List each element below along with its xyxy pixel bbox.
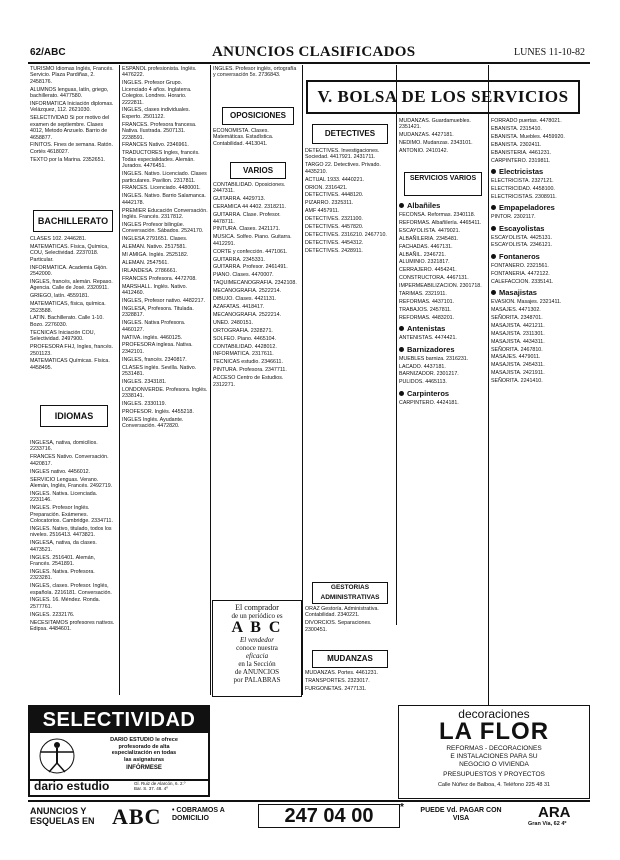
promo-line: por PALABRAS [233, 676, 281, 684]
section-oposiciones: OPOSICIONES [222, 107, 294, 125]
la-flor-address: Calle Núñez de Balboa, 4. Teléfono 225 48 31 [437, 782, 551, 788]
ad-text: ESPANOL profesionista. Inglés. 4476222. [122, 66, 197, 79]
section-servicios-varios [404, 172, 482, 196]
subsection-label: Carpinteros [407, 388, 450, 398]
footer-cobramos: • COBRAMOS A DOMICILIO [172, 807, 225, 822]
la-flor-line: REFORMAS - DECORACIONES [446, 745, 542, 752]
ad-text: IMPERMEABILIZACION. 2301718. [399, 283, 482, 290]
footer-ara-logo: ARA [538, 804, 571, 821]
selectividad-copy [84, 737, 204, 772]
ad-text: TEXTO por la Marina. 2352651. [30, 156, 105, 163]
ad-text: MASAJISTA. 2454311. [491, 362, 545, 369]
ad-text: ANTENISTAS. 4474421. [399, 335, 457, 342]
ad-text: INGLES, francés, alemán. Repaso. Agencia. Calle de José. 2320911. [30, 278, 113, 292]
footer-rule [28, 800, 590, 802]
abc-promo-ad [212, 600, 302, 697]
selectividad-informese: INFÓRMESE [126, 765, 162, 771]
ad-text: MECANOGRAFIA. 2522214. [213, 288, 282, 295]
ad-text: INGLES. 2343181. [122, 378, 167, 385]
ad-text: CONTABILIDAD. 4428012. [213, 343, 277, 350]
ad-text: ALUMNOS lenguas, latín, griego, bachillerato. 4477580. [30, 86, 109, 100]
column-1-idiomas [30, 440, 116, 698]
selectividad-line: especialización en todas [111, 750, 177, 756]
ad-text: MATEMATICAS. Física, Química, COU, Selectividad. 2237018. Particular. [30, 243, 109, 263]
selectividad-title: SELECTIVIDAD [30, 707, 208, 733]
address-line: Gl. Ruiz de Alarcón, 6. 2.º [134, 780, 186, 786]
ad-text: INGLES, Profesor nativo. 4482217. [122, 298, 206, 304]
la-flor-line: NEGOCIO O VIVIENDA [459, 761, 529, 768]
ad-text: MASAJISTA. 4434311. [491, 338, 545, 345]
column-4-mudanzas [305, 670, 394, 700]
ad-text: ORION. 2316421. [305, 184, 348, 191]
section-gestorias [312, 582, 388, 604]
subsection-label: Antenistas [407, 324, 446, 334]
ad-text: FECONSA. Reformas. 2340118. [399, 212, 476, 218]
promo-line: conoce nuestra [236, 644, 278, 652]
ad-text: FRANCES Nativo. Conversación. 4420817. [30, 454, 109, 467]
ad-text: INGLES. Nativa Profesora. 4460127. [122, 320, 186, 333]
ad-text: INGLES Profesor bilingüe. Conversación. Sábados. 2524170. [122, 221, 204, 235]
column-1-top [30, 66, 116, 202]
subsection-masajistas [491, 288, 590, 297]
subsection-empapeladores [491, 203, 590, 212]
ad-text: FACHADAS. 4467131. [399, 243, 453, 250]
promo-line: de un periódico es [231, 612, 283, 620]
ad-text: INGLES Inglés. Ayudante. Conversación. 4472820. [122, 417, 184, 430]
ad-text: PROFESOR. Inglés. 4455218. [122, 409, 194, 416]
subsection-antenistas [399, 324, 486, 333]
column-rule [488, 65, 489, 705]
ad-text: INGLESA 2791651. Clases. [122, 236, 188, 243]
ad-text: MASAJISTA. 2421911. [491, 370, 545, 377]
subsection-label: Barnizadores [407, 344, 455, 354]
ad-text: LATIN. Bachillerato. Calle 1-10. Bozo. 2276030. [30, 315, 104, 328]
ad-text: TRADUCTORES Ingles, francés. Todas especialidades. Alemán. Jurados. 4476451. [122, 150, 200, 170]
ad-text: GUITARRA. Profesor. 2461491. [213, 264, 288, 271]
ad-text: DETECTIVES. 2316210. 2467710. [305, 231, 387, 238]
ad-text: UNED. 2480151. [213, 319, 254, 326]
ad-text: INGLES. Nativo. Barrio Salamanca. 4442178. [122, 193, 206, 206]
ad-text: MASAJES. 4471302. [491, 307, 541, 313]
ad-text: INFORMATICA. 2317611. [213, 351, 274, 358]
footer-abc-logo: ABC [112, 804, 162, 829]
footer-phone: 247 04 00 [284, 804, 374, 827]
ad-text: TECNICAS Iniciación COU, Selectividad. 2497900. [30, 329, 96, 343]
ad-text: MARSHALL. Inglés. Nativo. 4412460. [122, 283, 188, 297]
subsection-escayolistas [491, 224, 590, 233]
ad-text: INGLES, clases. Profesor. Inglés, española. 2216181. Conversación. [30, 583, 112, 596]
column-rule [396, 65, 397, 625]
ad-text: PIANO. Clases. 4470007. [213, 272, 274, 279]
abc-logo: A B C [231, 619, 283, 636]
ad-text: ESCAYOLISTA. 2346121. [491, 242, 553, 249]
column-rule [302, 65, 303, 695]
ad-text: ORAZ Gestoría. Administrativa. Contabilidad. 2340221. [305, 606, 379, 619]
address-line: Bar. S. 37. 48. 4º [134, 786, 168, 791]
ad-text: INFORMATICA Iniciación diplomas. Velázquez, 112. 2621030. [30, 101, 114, 114]
ad-text: MECANOGRAFIA. 2522214. [213, 311, 282, 318]
ad-text: INGLES, clases individuales. Experto. 2501122. [122, 107, 191, 120]
ad-text: INGLES nativo. 4456012. [30, 468, 91, 475]
footer-visa: PUEDE Vd. PAGAR CON VISA [420, 807, 502, 822]
ad-text: DETECTIVES. Investigaciones. Sociedad. 4417921. 2431711. [305, 148, 380, 161]
promo-line: eficacia [245, 652, 269, 660]
ad-text: INGLES. Profesor Inglés. Preparación. Exámenes. Colocatorios. Cambridge. 2334711. [30, 505, 113, 524]
ad-text: MUDANZAS. Portes. 4461231. [305, 670, 379, 676]
ad-text: ALEMAN. Nativo. 2517581. [122, 244, 187, 251]
ad-text: MUDANZAS. 4427181. [399, 132, 454, 139]
column-rule [210, 65, 211, 695]
ad-text: PREMIER Educación Conversación. Inglés. Francés. 2317812. [122, 207, 208, 221]
subsection-label: Masajistas [499, 288, 537, 298]
issue-date: LUNES 11-10-82 [514, 47, 586, 58]
la-flor-line: PRESUPUESTOS Y PROYECTOS [443, 771, 545, 778]
ad-text: FONTANERIA. 4472122. [491, 270, 550, 277]
ad-text: REFORMAS. 4437101. [399, 298, 455, 305]
promo-line: El vendedor [239, 636, 274, 644]
ad-text: ANTONIO. 2410142. [399, 148, 449, 155]
ad-text: SOLFEO. Piano. 4465104. [213, 335, 277, 342]
vitruvian-figure-icon [34, 737, 80, 775]
ad-text: REFORMAS. 4483201. [399, 314, 455, 321]
ad-text: CONTABILIDAD. Oposiciones. 2447311. [213, 182, 286, 195]
ad-text: GUITARRA. Clase. Profesor. 4478711. [213, 212, 281, 225]
ad-text: PROFESORA FHJ, Ingles, francés. 2501123. [30, 344, 114, 357]
ad-text: GUITARRA. 4429713. [213, 196, 266, 203]
ad-text: ELECTRICISTAS. 2308911. [491, 193, 557, 200]
ad-text: MASAJES. 4479011. [491, 354, 541, 361]
section-idiomas: IDIOMAS [40, 405, 108, 427]
ad-text: TECNICAS estudio. 2346611. [213, 359, 283, 366]
ad-text: EBANISTA. 2302411. [491, 141, 542, 148]
selectividad-line: las asignaturas [123, 756, 165, 763]
ad-text: ORTOGRAFIA. 2328271. [213, 327, 273, 334]
ad-text: PROFESORA inglesa. Nativa. 2342101. [122, 342, 193, 355]
ad-text: CARPINTERO. 4424181. [399, 399, 459, 406]
column-4-gestorias [305, 606, 394, 636]
ad-text: ALBAÑIL. 2346721. [399, 251, 446, 258]
ad-text: ESCAYOLISTA. 4479021. [399, 227, 461, 234]
ad-text: MASAJISTA. 2311301. [491, 330, 545, 337]
column-4-detectives [305, 148, 394, 553]
ad-text: SERVICIO Lenguas. Verano. Alemán, Inglés, Francés. 2492719. [30, 476, 113, 489]
promo-line: de ANUNCIOS [234, 668, 280, 676]
footer-phone-star: * [400, 802, 404, 813]
ad-text: NATIVA. inglés. 4460125. [122, 334, 183, 341]
ad-text: AZAFATAS. 4418417. [213, 304, 265, 310]
servicios-varios-label: SERVICIOS VARIOS [409, 175, 477, 182]
ad-text: ACTUAL 1933. 4440221. [305, 176, 364, 183]
ad-text: CLASES 102. 2446281. [30, 236, 87, 242]
footer-anuncios: ANUNCIOS Y ESQUELAS EN [30, 806, 95, 826]
ad-text: DIBUJO. Clases. 4421131. [213, 296, 277, 303]
ad-text: MATEMATICAS Químicas. Física. 4458495. [30, 358, 110, 371]
ad-text: CALEFACCION. 2335141. [491, 278, 554, 285]
header-rule [28, 62, 590, 64]
ad-text: INGLES. Profesor Grupo. Licenciado 4 años. Inglaterra. Colegios. Londres. Horario. 2222811. [122, 80, 192, 106]
ad-text: TURISMO Idiomas Inglés, Francés. Servicio. Plaza Pardiñas, 2. 2458176. [30, 66, 114, 85]
ad-text: CERAMICA 44 4402. 2318211. [213, 204, 286, 211]
ad-text: MASAJISTA. 4421211. [491, 322, 545, 329]
ad-text: INGLES, francés. 2340817. [122, 356, 187, 363]
ad-text: CLASES inglés. Sevilla. Nativo. 2531481. [122, 364, 197, 378]
ad-text: TRANSPORTES. 2323017. [305, 677, 370, 684]
ad-text: MATEMATICAS, física, química. 2523588. [30, 301, 106, 314]
ad-text: EVASION. Masajes. 2321411. [491, 299, 562, 306]
column-3-oposiciones [213, 128, 300, 158]
column-1-mid [30, 236, 116, 376]
dario-estudio-banner [28, 777, 210, 797]
ad-text: TARGO 22. Detectives. Privado. 4435210. [305, 162, 381, 175]
ad-text: ALBAÑILERIA. 2345481. [399, 235, 459, 242]
la-flor-ad [398, 705, 590, 799]
ad-text: BARNIZADOR. 2301217. [399, 371, 459, 378]
subsection-electricistas [491, 167, 590, 176]
ad-text: PINTURA. Profesora. 2347711. [213, 367, 287, 374]
dario-estudio-address [134, 781, 185, 792]
ad-text: DETECTIVES. 4457820. [305, 224, 364, 231]
section-varios: VARIOS [230, 162, 286, 179]
ad-text: INGLESA, Profesora. Titulada. 2328817. [122, 305, 194, 319]
ad-text: TAQUIMECANOGRAFIA. 2342108. [213, 280, 297, 287]
subsection-label: Escayolistas [499, 223, 545, 233]
ad-text: MUDANZAS. Guardamuebles. 2351421. [399, 118, 471, 131]
ad-text: MUEBLES barniza. 2316231. [399, 355, 469, 362]
ad-text: SEÑORITA. 2467810. [491, 346, 543, 353]
ad-text: IRLANDESA. 2786661. [122, 267, 178, 274]
subsection-label: Fontaneros [499, 251, 540, 261]
la-flor-copy [399, 745, 589, 789]
ad-text: PIZARRO. 2325311. [305, 200, 354, 207]
ad-text: SEÑORITA. 2241410. [491, 378, 543, 385]
ad-text: EBANISTA. 2315410. [491, 125, 542, 132]
ad-text: DETECTIVES. 2428911. [305, 247, 363, 254]
ad-text: SELECTIVIDAD Si por motivo del examen de septiembre. Clases 4012, Metodo Anzuelo. Barrio de 4658877. [30, 115, 110, 141]
ad-text: FRANCES. Profesora francesa. Nativa. Ilustrada. 2507131. 2238591. [122, 121, 197, 141]
ad-text: ALEMAN. 2547561. [122, 259, 169, 266]
ad-text: CARPINTERO. 2319811. [491, 157, 551, 164]
ad-text: TARIMAS. 2321911. [399, 291, 447, 298]
ad-text: INGLESA, nativa, da clases. 4473521. [30, 540, 97, 553]
footer-phone-box [258, 804, 400, 828]
column-rule [119, 65, 120, 695]
ad-text: FONTANERO. 2321561. [491, 262, 549, 269]
ad-text: CONSTRUCTORA. 4467131. [399, 275, 469, 282]
subsection-carpinteros [399, 389, 486, 398]
ad-text: GRIEGO, latín. 4559181. [30, 293, 90, 300]
section-mudanzas: MUDANZAS [312, 650, 388, 668]
ad-text: PULIDOS. 4465113. [399, 379, 447, 386]
ad-text: EBANISTA. Muebles. 4459920. [491, 133, 565, 140]
ad-text: FORRADO puertas. 4478021. [491, 118, 562, 124]
gestorias-label: GESTORIAS ADMINISTRATIVAS [320, 584, 380, 601]
ad-text: DETECTIVES. 2321100. [305, 216, 363, 223]
ad-text: ELECTRICISTA. 2327121. [491, 177, 554, 184]
ad-text: LONDONVERDE. Profesora. Inglés. 2338141. [122, 386, 208, 400]
ad-text: SEÑORITA. 2348701. [491, 314, 543, 321]
bolsa-title: V. BOLSA DE LOS SERVICIOS [317, 87, 569, 106]
la-flor-brand: LA FLOR [438, 718, 550, 745]
ad-text: CORTE y confección. 4471061. [213, 248, 288, 255]
ad-text: INGLES. Profesor inglés, ortografía y conversación 5x. 2736843. [213, 66, 297, 79]
ad-text: FRANCES Nativo. 2346961. [122, 142, 189, 149]
ad-text: ALUMINIO. 2321817. [399, 259, 450, 266]
page-number: 62/ABC [30, 47, 66, 58]
ad-text: REFORMAS. Albañilería. 4465411. [399, 219, 482, 226]
ad-text: FURGONETAS. 2477131. [305, 685, 367, 692]
subsection-fontaneros [491, 252, 590, 261]
subsection-barnizadores [399, 345, 486, 354]
ad-text: INGLES. 2516401. Alemán, Francés. 2541891. [30, 554, 96, 567]
ad-text: FRANCES. Licenciado. 4480001. [122, 185, 201, 192]
ad-text: INGLES. 2232176. [30, 611, 75, 618]
la-flor-top: decoraciones [458, 707, 530, 721]
promo-line: El comprador [235, 603, 279, 612]
section-bolsa-servicios [306, 80, 580, 114]
ad-text: PINTOR. 2302117. [491, 214, 536, 221]
ad-text: FRANCES Profesora. 4472708. [122, 275, 197, 282]
ad-text: INGLES. Nativa. Profesora. 2323281. [30, 568, 95, 582]
selectividad-ad [28, 705, 210, 781]
ad-text: FINITOS. Fines de semana. Ratón. Cortés 4618027. [30, 142, 113, 155]
section-bachillerato: BACHILLERATO [33, 210, 113, 232]
ad-text: PINTURA. Clases. 2421171. [213, 226, 281, 233]
promo-line: en la Sección [238, 660, 276, 668]
column-6 [491, 118, 590, 703]
ad-text: DIVORCIOS. Separaciones. 2300451. [305, 620, 372, 633]
ad-text: MI AMIGA. Inglés. 2525182. [122, 252, 189, 259]
ad-text: EBANISTERIA. 4461231. [491, 149, 552, 156]
subsection-label: Empapeladores [499, 203, 555, 213]
ad-text: TRABAJOS. 2457811. [399, 306, 452, 313]
ad-text: INFORMATICA. Academia Gijón. 2542000. [30, 264, 108, 278]
selectividad-line: DARIO ESTUDIO le ofrece [110, 737, 178, 743]
page-title: ANUNCIOS CLASIFICADOS [212, 44, 416, 60]
column-2 [122, 66, 208, 698]
ad-text: ESCAYOLISTA. 4425131. [491, 234, 553, 241]
ad-text: INGLES. 16. Méndez. Ronda. 2577761. [30, 597, 101, 610]
ad-text: INGLES. Nativa. Licenciada. 2231146. [30, 490, 98, 504]
subsection-label: Electricistas [499, 166, 544, 176]
ad-text: ELECTRICIDAD. 4458100. [491, 185, 555, 192]
ad-text: CERRAJERO. 4454241. [399, 267, 457, 274]
ad-text: INGLES. Nativo, titulado, todos los niveles. 2516413. 4473821. [30, 525, 112, 539]
ad-text: MUSICA. Solfeo. Piano. Guitarra. 4412291. [213, 234, 292, 247]
dario-estudio-brand: dario estudio [34, 779, 110, 793]
ad-text: NEDIMO. Mudanzas. 2343101. [399, 140, 473, 147]
ad-text: INGLES. 2330119. [122, 401, 167, 408]
ad-text: AMF 4457911. [305, 208, 340, 215]
subsection-label: Albañiles [407, 201, 441, 210]
column-3-varios [213, 182, 300, 512]
ad-text: LACADO. 4437181. [399, 363, 446, 370]
column-3-top [213, 66, 300, 96]
column-5-services [399, 198, 486, 623]
column-5-mudanzas [399, 118, 486, 168]
footer-ara-address: Gran Vía, 62 4º [528, 821, 567, 827]
ad-text: ACCESO Centro de Estudios. 2312271. [213, 375, 284, 388]
ad-text: GUITARRA. 2345331. [213, 256, 266, 263]
section-detectives: DETECTIVES [312, 124, 388, 144]
ad-text: INGLES. Nativo. Licenciado. Clases particulares. Pavilion. 2317811. [122, 171, 207, 184]
ad-text: DETECTIVES. 4448120. [305, 192, 364, 199]
ad-text: NECESITAMOS profesores nativos. Edipsa. 4484601. [30, 619, 115, 633]
ad-text: DETECTIVES. 4454312. [305, 239, 364, 246]
selectividad-line: profesorado de alta [118, 743, 170, 750]
subsection-albaniles [399, 201, 486, 210]
ad-text: INGLESA, nativa, domicilios. 2233716. [30, 440, 98, 453]
ad-text: ECONOMISTA. Clases. Matemáticas. Estadística. Contabilidad. 4413041. [213, 128, 274, 147]
la-flor-line: E INSTALACIONES PARA SU [450, 753, 538, 760]
